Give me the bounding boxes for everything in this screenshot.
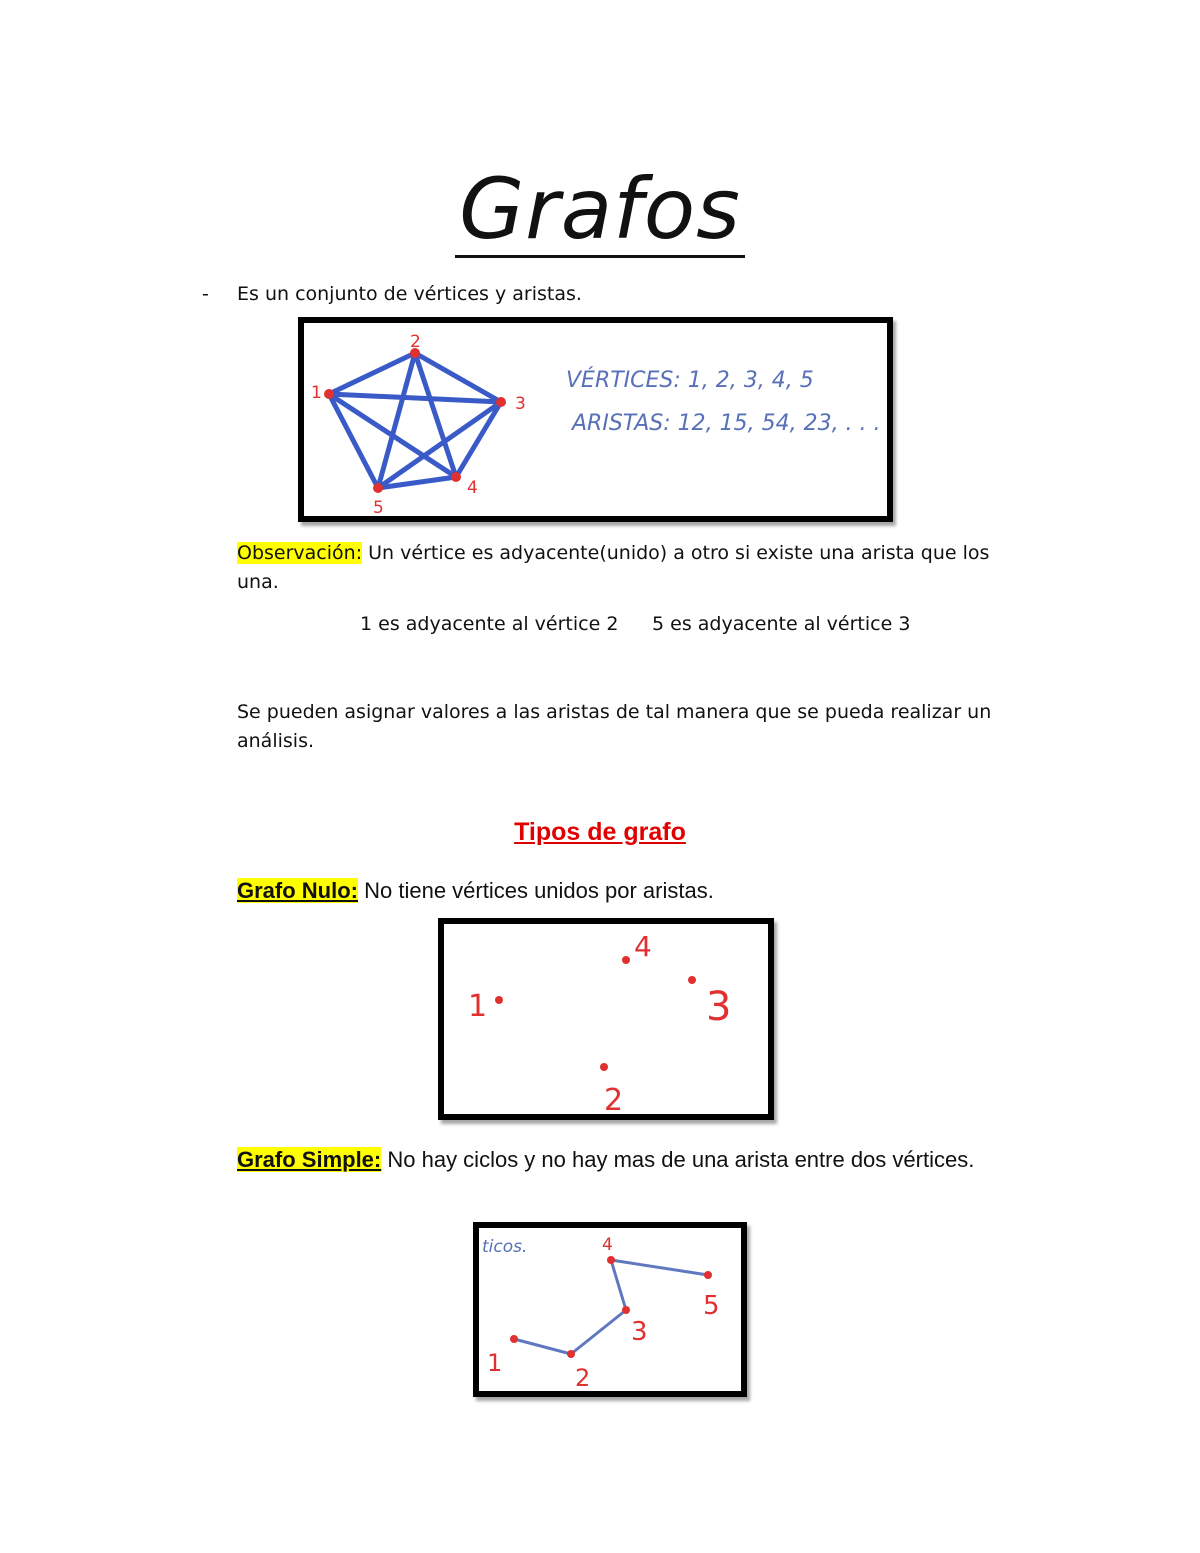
null-graph-label: Grafo Nulo:: [237, 878, 358, 903]
null-graph-paragraph: [237, 878, 1037, 904]
figure-complete-graph: [298, 317, 893, 522]
complete-graph-drawing: [304, 323, 887, 516]
vertices-list: VÉRTICES: 1, 2, 3, 4, 5: [566, 368, 814, 393]
observation-label: Observación:: [237, 542, 363, 564]
vertex-label-3: 3: [631, 1317, 648, 1347]
vertex-label-4: 4: [602, 1235, 613, 1255]
vertex-label-3: 3: [706, 984, 732, 1030]
vertex-label-1: 1: [311, 383, 322, 403]
definition-text: Es un conjunto de vértices y aristas.: [237, 283, 582, 305]
vertex-1: [510, 1335, 518, 1343]
vertex-5: [373, 483, 383, 493]
figure-simple-graph: [473, 1222, 747, 1397]
corner-note: ticos.: [482, 1237, 528, 1257]
edges-list: ARISTAS: 12, 15, 54, 23, . . .: [572, 411, 881, 436]
vertex-label-2: 2: [410, 332, 421, 352]
vertex-label-4: 4: [467, 478, 478, 498]
simple-graph-label: Grafo Simple:: [237, 1147, 382, 1172]
vertex-1: [495, 996, 503, 1004]
adjacency-example-2: 5 es adyacente al vértice 3: [652, 613, 911, 635]
vertex-2: [567, 1350, 575, 1358]
section-title: Tipos de grafo: [514, 818, 686, 846]
observation-text: Un vértice es adyacente(unido) a otro si existe una arista que los una.: [237, 542, 990, 593]
vertex-label-3: 3: [515, 394, 526, 414]
vertex-4: [451, 472, 461, 482]
vertex-label-1: 1: [468, 989, 488, 1024]
vertex-1: [324, 389, 334, 399]
simple-graph-text: No hay ciclos y no hay mas de una arista entre dos vértices.: [381, 1147, 975, 1172]
vertex-3: [622, 1306, 630, 1314]
vertex-label-4: 4: [634, 930, 652, 963]
vertex-3: [688, 976, 696, 984]
page-title: Grafos: [0, 160, 1200, 258]
vertex-label-2: 2: [575, 1364, 591, 1391]
null-graph-text: No tiene vértices unidos por aristas.: [358, 878, 714, 903]
simple-graph-paragraph: [237, 1142, 997, 1178]
vertex-3: [496, 397, 506, 407]
vertex-5: [704, 1271, 712, 1279]
vertex-label-5: 5: [703, 1291, 720, 1321]
figure-null-graph: [438, 918, 774, 1120]
vertex-label-5: 5: [373, 498, 384, 516]
vertex-label-2: 2: [604, 1083, 624, 1114]
vertex-2: [600, 1063, 608, 1071]
null-graph-drawing: [444, 924, 768, 1114]
simple-graph-drawing: [479, 1228, 741, 1391]
vertex-label-1: 1: [487, 1349, 503, 1377]
edge-values-paragraph: Se pueden asignar valores a las aristas de tal manera que se pueda realizar un análisis.: [237, 701, 992, 752]
vertex-4: [622, 956, 630, 964]
bullet-dash: -: [202, 283, 209, 305]
observation-paragraph: [237, 539, 1027, 597]
adjacency-example-1: 1 es adyacente al vértice 2: [360, 613, 619, 635]
vertex-4: [607, 1256, 615, 1264]
